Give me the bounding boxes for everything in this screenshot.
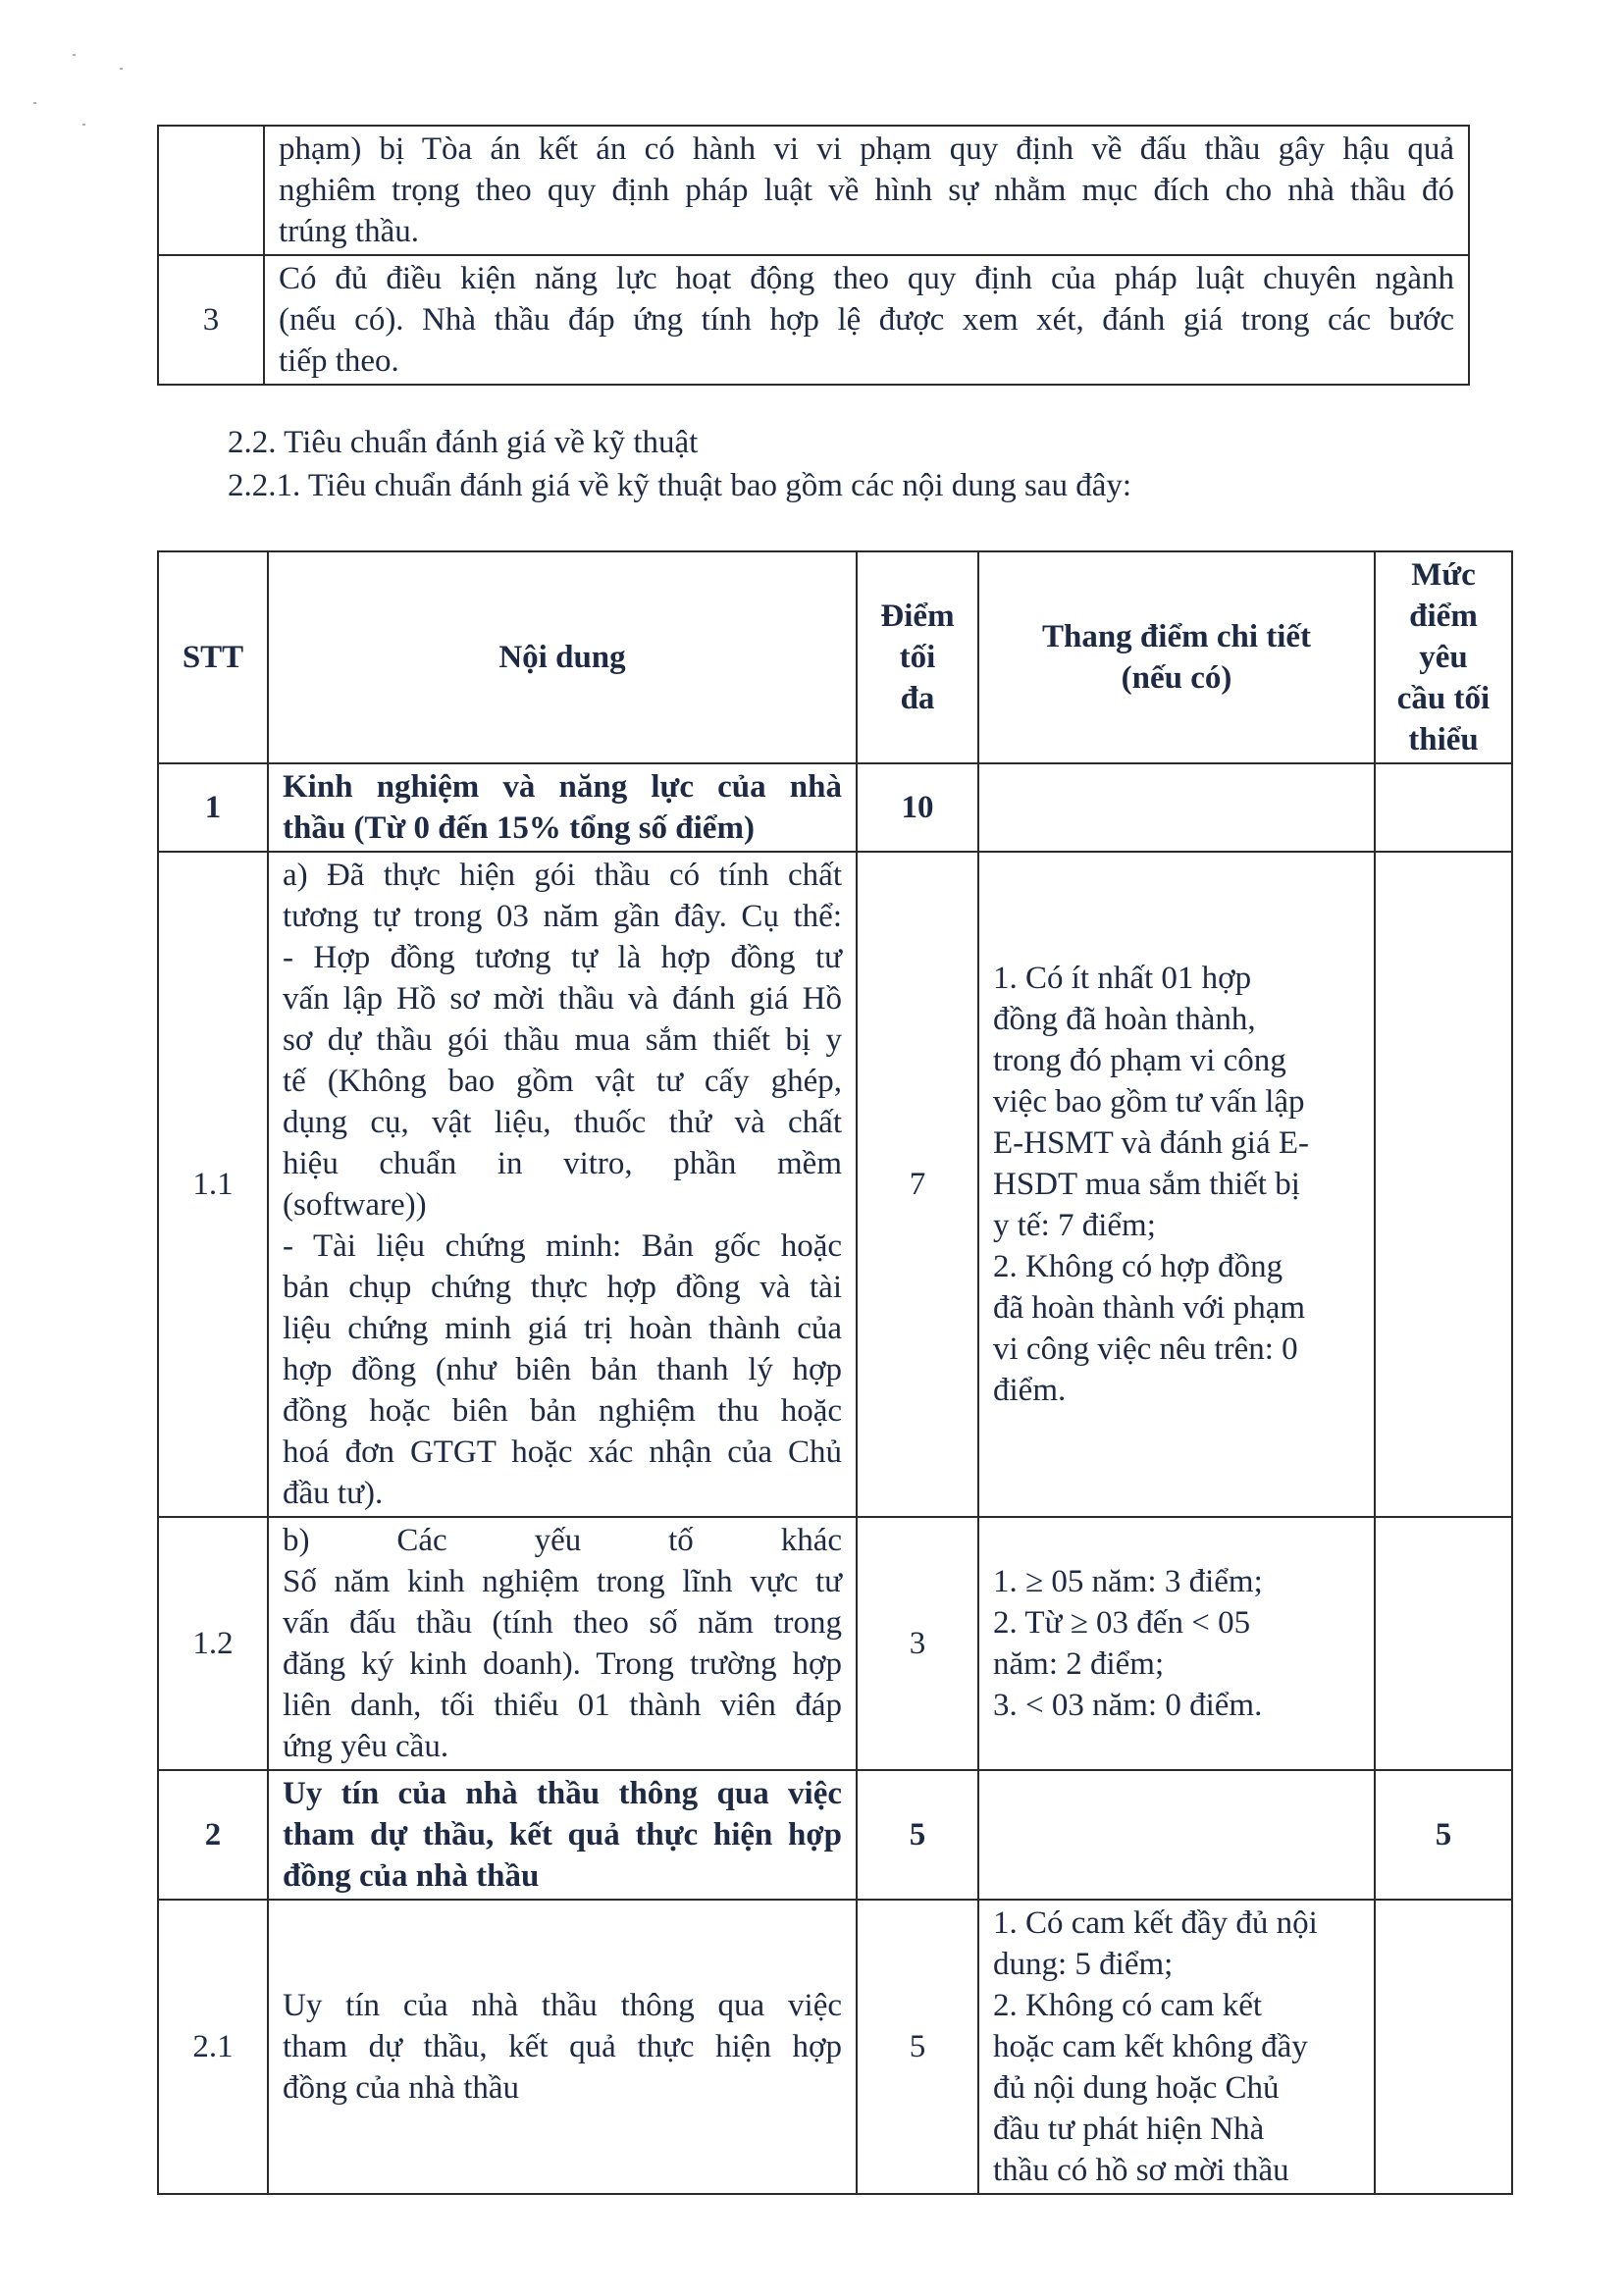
cell-scale-line: hoặc cam kết không đầy [993,2029,1308,2064]
cell-scale-line: 3. < 03 năm: 0 điểm. [993,1688,1263,1723]
cell-content [268,763,857,852]
cell-scale-line: 1. Có ít nhất 01 hợp [993,961,1252,996]
cell-scale-line: việc bao gồm tư vấn lập [993,1084,1305,1120]
cell-scale [978,1900,1375,2194]
row-text-line: phạm) bị Tòa án kết án có hành vi vi phạm quy định về đấu thầu gây hậu quả [279,131,1454,167]
cell-content-line: Số năm kinh nghiệm trong lĩnh vực tư [283,1564,842,1599]
cell-content [268,852,857,1517]
cell-content-line: - Tài liệu chứng minh: Bản gốc hoặc [283,1228,842,1264]
cell-scale-line: trong đó phạm vi công [993,1043,1286,1078]
cell-content-line: đồng của nhà thầu [283,2070,520,2106]
header-scale-line: Thang điểm chi tiết [1041,619,1312,654]
cell-scale-line: HSDT mua sắm thiết bị [993,1167,1300,1202]
cell-scale-line: 1. Có cam kết đầy đủ nội [993,1905,1318,1941]
cell-min-score [1375,1900,1512,2194]
cell-content [268,1517,857,1770]
cell-content-line: Kinh nghiệm và năng lực của nhà [283,769,842,805]
cell-content-line: đồng hoặc biên bản nghiệm thu hoặc [283,1393,842,1429]
cell-scale-line: đã hoàn thành với phạm [993,1290,1306,1326]
row-text-line: nghiêm trọng theo quy định pháp luật về hình sự nhằm mục đích cho nhà thầu đó [279,173,1454,208]
section-heading-2-2: 2.2. Tiêu chuẩn đánh giá về kỹ thuật [228,425,699,460]
cell-scale [978,852,1375,1517]
header-min-score-line: Mức [1411,557,1476,593]
cell-max-score: 5 [857,1900,978,2194]
cell-min-score: 5 [1375,1770,1512,1900]
scan-speck [120,68,123,70]
table-header-row [158,551,1512,763]
cell-content-line: hoá đơn GTGT hoặc xác nhận của Chủ [283,1435,842,1470]
cell-content [268,1770,857,1900]
header-min-score-line: cầu tối [1396,681,1491,716]
cell-content-line: đăng ký kinh doanh). Trong trường hợp [283,1646,842,1682]
table-row [158,1900,1512,2194]
cell-scale-line: 2. Từ ≥ 03 đến < 05 [993,1605,1251,1641]
cell-content-line: tế (Không bao gồm vật tư cấy ghép, [283,1064,842,1099]
cell-content-line: dụng cụ, vật liệu, thuốc thử và chất [283,1105,842,1140]
cell-min-score [1375,852,1512,1517]
row-text-line: (nếu có). Nhà thầu đáp ứng tính hợp lệ được xem xét, đánh giá trong các bước [279,302,1454,338]
cell-scale-line: y tế: 7 điểm; [993,1208,1156,1243]
cell-content-line: a) Đã thực hiện gói thầu có tính chất [283,858,842,893]
cell-min-score [1375,763,1512,852]
table-row [158,1517,1512,1770]
cell-min-score [1375,1517,1512,1770]
cell-max-score: 7 [857,852,978,1517]
cell-content-line: sơ dự thầu gói thầu mua sắm thiết bị y [283,1022,842,1058]
table-row [158,1770,1512,1900]
header-min-score-line: điểm [1409,599,1478,634]
row-number: 3 [158,255,264,385]
table-row [158,763,1512,852]
header-content: Nội dung [268,551,857,763]
header-max-score-line: Điểm [880,599,955,634]
cell-content-line: bản chụp chứng thực hợp đồng và tài [283,1270,842,1305]
cell-scale-line: 2. Không có cam kết [993,1988,1263,2023]
cell-content-line: b) Các yếu tố khác [283,1523,842,1558]
cell-scale-line: đồng đã hoàn thành, [993,1002,1256,1037]
row-number [158,126,264,255]
cell-content-line: vấn đấu thầu (tính theo số năm trong [283,1605,842,1641]
table-row [158,852,1512,1517]
header-max-score-line: đa [900,681,935,716]
cell-content-line: Uy tín của nhà thầu thông qua việc [283,1988,842,2023]
row-text-line: tiếp theo. [279,343,399,379]
header-max-score-line: tối [899,640,936,675]
cell-content-line: hiệu chuẩn in vitro, phần mềm [283,1146,842,1181]
header-stt: STT [158,551,268,763]
technical-criteria-table [157,550,1513,2195]
cell-scale [978,1517,1375,1770]
cell-scale [978,763,1375,852]
cell-stt: 2 [158,1770,268,1900]
cell-content-line: Uy tín của nhà thầu thông qua việc [283,1776,842,1811]
cell-content-line: tham dự thầu, kết quả thực hiện hợp [283,1817,842,1852]
scan-speck [82,124,85,126]
cell-scale-line: năm: 2 điểm; [993,1646,1165,1682]
cell-max-score: 5 [857,1770,978,1900]
row-text [264,126,1469,255]
cell-content-line: ứng yêu cầu. [283,1729,449,1764]
cell-stt: 1 [158,763,268,852]
cell-content-line: tương tự trong 03 năm gần đây. Cụ thể: [283,899,842,934]
cell-scale-line: điểm. [993,1373,1067,1408]
eligibility-table-continued [157,125,1470,386]
header-scale-line: (nếu có) [1121,660,1232,696]
header-scale [978,551,1375,763]
cell-scale-line: dung: 5 điểm; [993,1947,1174,1982]
cell-content-line: - Hợp đồng tương tự là hợp đồng tư [283,940,842,975]
table-row [158,255,1469,385]
section-heading-2-2-1: 2.2.1. Tiêu chuẩn đánh giá về kỹ thuật bao gồm các nội dung sau đây: [228,468,1132,503]
cell-max-score: 3 [857,1517,978,1770]
cell-scale-line: thầu có hồ sơ mời thầu [993,2153,1289,2188]
scan-speck [33,102,36,104]
scan-speck [73,54,76,56]
cell-stt: 1.1 [158,852,268,1517]
cell-content-line: liệu chứng minh giá trị hoàn thành của [283,1311,842,1346]
cell-content [268,1900,857,2194]
cell-stt: 1.2 [158,1517,268,1770]
cell-scale-line: vi công việc nêu trên: 0 [993,1331,1298,1367]
cell-content-line: đồng của nhà thầu [283,1858,540,1894]
cell-content-line: đầu tư). [283,1476,384,1511]
header-min-score-line: thiểu [1408,722,1479,757]
cell-scale-line: đủ nội dung hoặc Chủ [993,2070,1280,2106]
cell-scale-line: đầu tư phát hiện Nhà [993,2112,1265,2147]
row-text [264,255,1469,385]
cell-content-line: hợp đồng (như biên bản thanh lý hợp [283,1352,842,1387]
header-min-score-line: yêu [1419,640,1468,675]
cell-scale-line: 1. ≥ 05 năm: 3 điểm; [993,1564,1263,1599]
cell-content-line: vấn lập Hồ sơ mời thầu và đánh giá Hồ [283,981,842,1017]
cell-scale [978,1770,1375,1900]
row-text-line: trúng thầu. [279,214,419,249]
cell-content-line: liên danh, tối thiểu 01 thành viên đáp [283,1688,842,1723]
cell-max-score: 10 [857,763,978,852]
row-text-line: Có đủ điều kiện năng lực hoạt động theo quy định của pháp luật chuyên ngành [279,261,1454,296]
table-row [158,126,1469,255]
cell-content-line: (software)) [283,1187,427,1223]
header-max-score [857,551,978,763]
header-min-score [1375,551,1512,763]
cell-content-line: tham dự thầu, kết quả thực hiện hợp [283,2029,842,2064]
cell-content-line: thầu (Từ 0 đến 15% tổng số điểm) [283,810,755,846]
cell-stt: 2.1 [158,1900,268,2194]
cell-scale-line: 2. Không có hợp đồng [993,1249,1283,1284]
cell-scale-line: E-HSMT và đánh giá E- [993,1125,1309,1161]
